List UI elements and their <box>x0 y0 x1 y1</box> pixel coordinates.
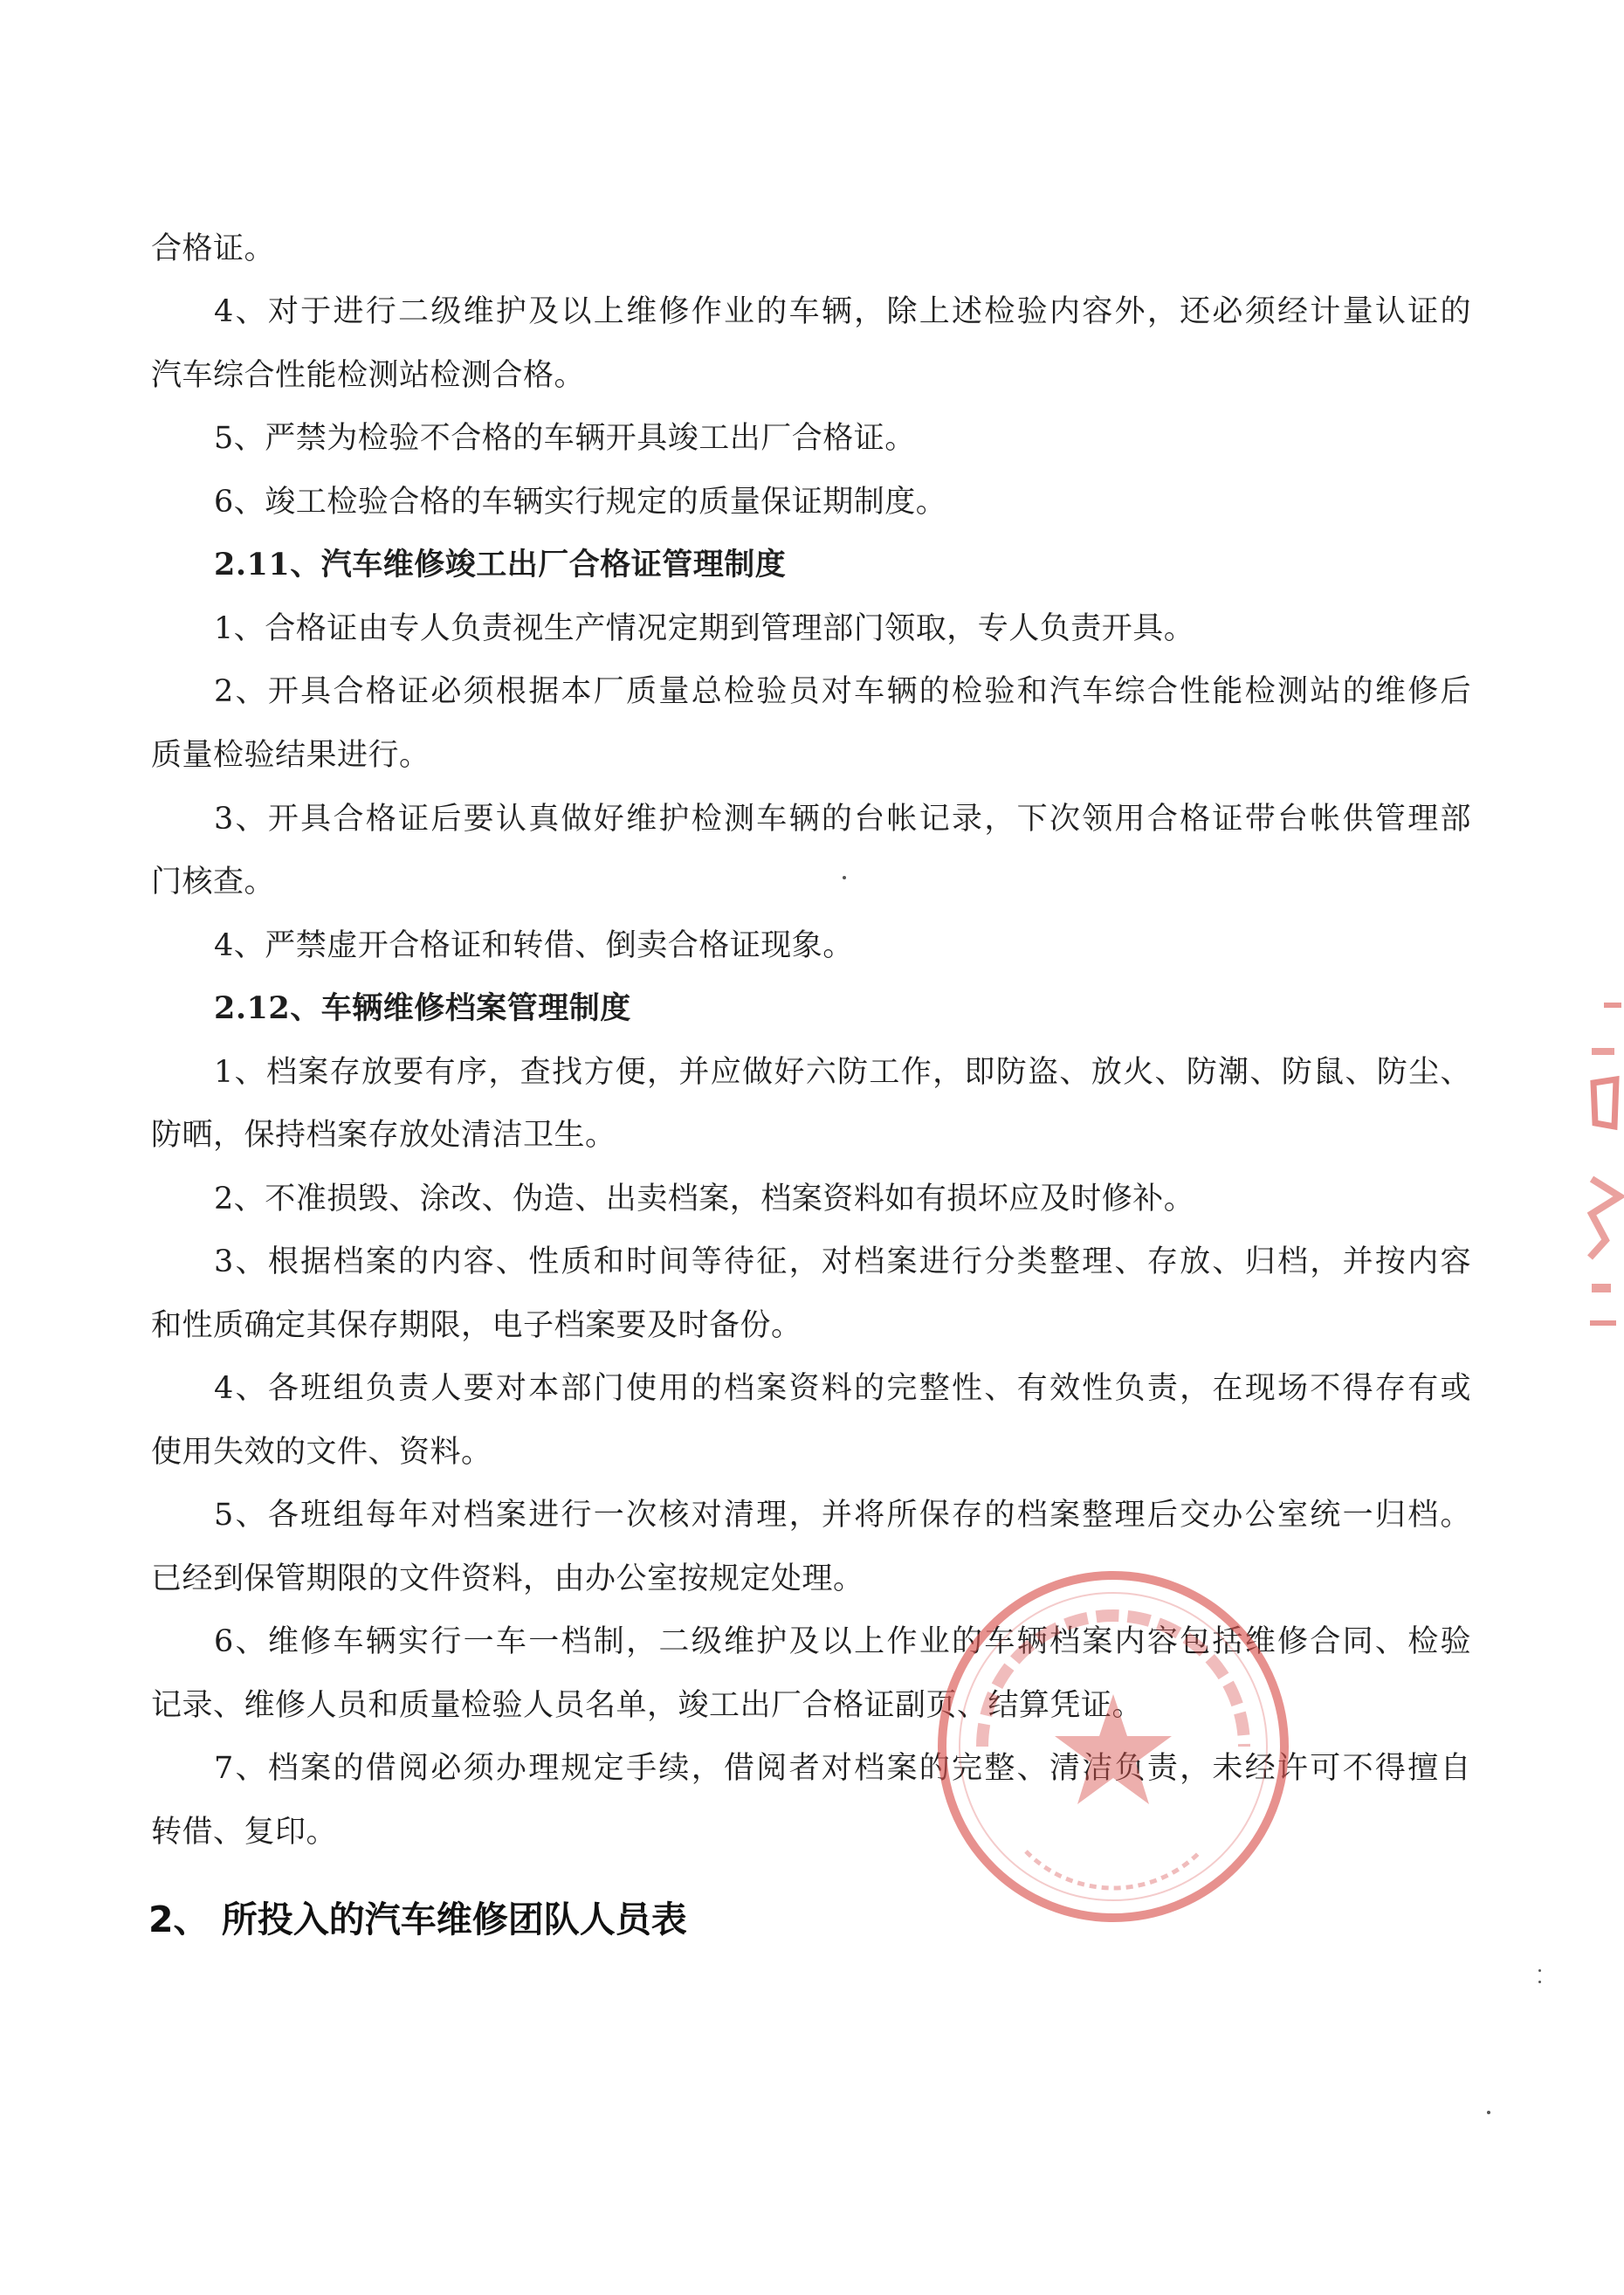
paragraph-line: 已经到保管期限的文件资料，由办公室按规定处理。 <box>151 1561 864 1596</box>
paragraph-line: 合格证。 <box>151 231 276 266</box>
section-title: 2、 所投入的汽车维修团队人员表 <box>148 1899 687 1940</box>
paragraph-line: 汽车综合性能检测站检测合格。 <box>151 358 586 393</box>
paragraph-line: 1、档案存放要有序，查找方便，并应做好六防工作，即防盗、放火、防潮、防鼠、防尘、 <box>214 1055 1471 1090</box>
paragraph-line: 6、竣工检验合格的车辆实行规定的质量保证期制度。 <box>214 485 947 520</box>
company-seal-icon <box>930 1563 1297 1930</box>
paragraph-line: 3、根据档案的内容、性质和时间等待征，对档案进行分类整理、存放、归档，并按内容 <box>214 1244 1471 1279</box>
paragraph-line: 门核查。 <box>151 865 276 899</box>
paragraph-line: 3、开具合格证后要认真做好维护检测车辆的台帐记录，下次领用合格证带台帐供管理部 <box>214 802 1471 837</box>
subsection-heading: 2.12、车辆维修档案管理制度 <box>214 990 631 1026</box>
paragraph-line: 4、各班组负责人要对本部门使用的档案资料的完整性、有效性负责，在现场不得存有或 <box>214 1371 1471 1406</box>
scan-speck <box>1487 2111 1490 2114</box>
paragraph-line: 2、不准损毁、涂改、伪造、出卖档案，档案资料如有损坏应及时修补。 <box>214 1182 1195 1216</box>
edge-seal-icon <box>1585 996 1624 1362</box>
paragraph-line: 2、开具合格证必须根据本厂质量总检验员对车辆的检验和汽车综合性能检测站的维修后 <box>214 674 1471 709</box>
scan-speck <box>843 876 846 879</box>
subsection-heading: 2.11、汽车维修竣工出厂合格证管理制度 <box>214 547 787 582</box>
scan-speck <box>1538 1981 1541 1983</box>
paragraph-line: 使用失效的文件、资料。 <box>151 1435 492 1470</box>
paragraph-line: 5、各班组每年对档案进行一次核对清理，并将所保存的档案整理后交办公室统一归档。 <box>214 1498 1471 1533</box>
scan-speck <box>1538 1969 1541 1972</box>
paragraph-line: 记录、维修人员和质量检验人员名单，竣工出厂合格证副页、结算凭证。 <box>151 1688 1144 1723</box>
paragraph-line: 4、严禁虚开合格证和转借、倒卖合格证现象。 <box>214 928 854 963</box>
paragraph-line: 1、合格证由专人负责视生产情况定期到管理部门领取，专人负责开具。 <box>214 611 1195 646</box>
paragraph-line: 防晒，保持档案存放处清洁卫生。 <box>151 1118 616 1153</box>
paragraph-line: 5、严禁为检验不合格的车辆开具竣工出厂合格证。 <box>214 421 916 456</box>
paragraph-line: 6、维修车辆实行一车一档制，二级维护及以上作业的车辆档案内容包括维修合同、检验 <box>214 1624 1471 1659</box>
paragraph-line: 7、档案的借阅必须办理规定手续，借阅者对档案的完整、清洁负责，未经许可不得擅自 <box>214 1751 1471 1786</box>
paragraph-line: 4、对于进行二级维护及以上维修作业的车辆，除上述检验内容外，还必须经计量认证的 <box>214 294 1471 329</box>
paragraph-line: 和性质确定其保存期限，电子档案要及时备份。 <box>151 1308 802 1343</box>
paragraph-line: 转借、复印。 <box>151 1815 338 1850</box>
paragraph-line: 质量检验结果进行。 <box>151 738 430 773</box>
